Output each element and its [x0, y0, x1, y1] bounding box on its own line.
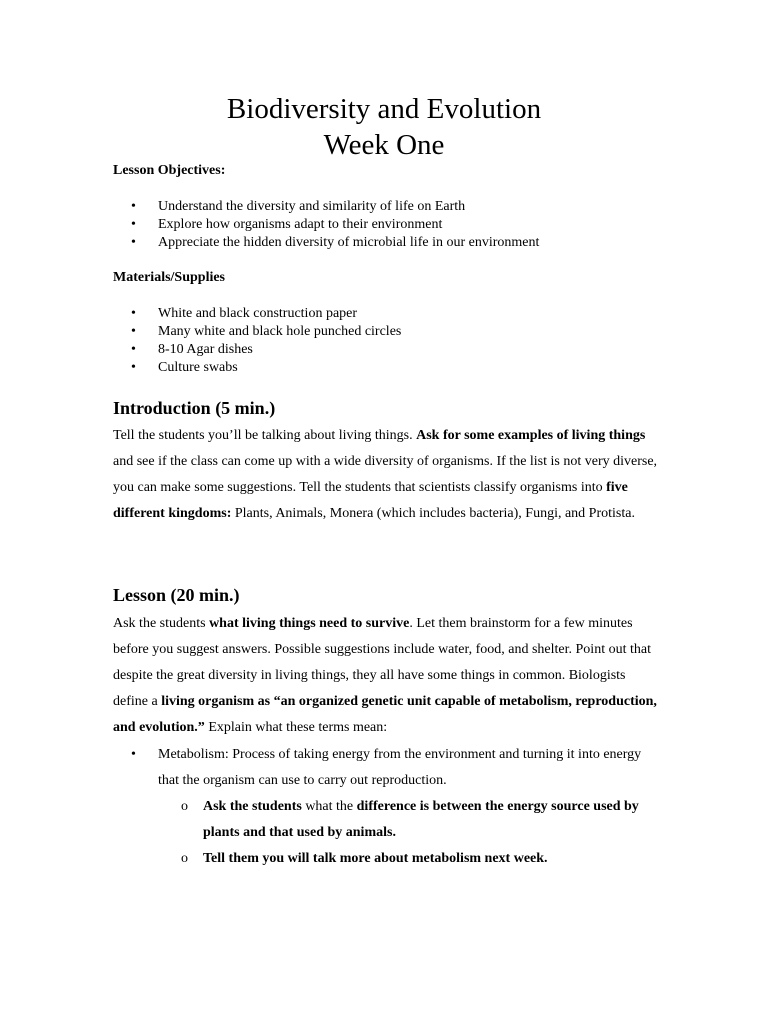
metabolism-subitem-energy: Ask the students what the difference is between the energy source used by plants and that used by animals.: [203, 799, 639, 840]
introduction-heading: Introduction (5 min.): [113, 398, 276, 418]
lesson-heading: Lesson (20 min.): [113, 585, 240, 605]
lesson-paragraph: Ask the students what living things need to survive. Let them brainstorm for a few minutes before you suggest answers. Possible suggestions include water, food, and shelter. Point out that despite the great diversity in living things, they all have some things in common. Biologists define a living organism as “an organized genetic unit capable of metabolism, reproduction, and evolution.” Explain what these terms mean:: [113, 616, 657, 735]
material-item: • Many white and black hole punched circles: [113, 323, 401, 341]
material-item: • 8-10 Agar dishes: [113, 341, 401, 359]
objectives-heading: Lesson Objectives:: [113, 163, 226, 178]
metabolism-item: Metabolism: Process of taking energy from the environment and turning it into energy that the organism can use to carry out reproduction.: [158, 747, 642, 788]
title-line-2: Week One: [323, 129, 445, 161]
sub-bullet-marker: o: [181, 799, 188, 814]
objective-item: • Explore how organisms adapt to their environment: [113, 216, 539, 234]
materials-heading: Materials/Supplies: [113, 270, 226, 285]
metabolism-subitem-next-week: Tell them you will talk more about metabolism next week.: [203, 851, 548, 866]
introduction-paragraph: Tell the students you’ll be talking about living things. Ask for some examples of living things and see if the class can come up with a wide diversity of organisms. If the list is not very diverse, you can make some suggestions. Tell the students that scientists classify organisms into five different kingdoms: Plants, Animals, Monera (which includes bacteria), Fungi, and Protista.: [113, 428, 658, 521]
objective-item: • Understand the diversity and similarity of life on Earth: [113, 198, 539, 216]
metabolism-bullet: •: [131, 747, 136, 762]
objective-item: • Appreciate the hidden diversity of microbial life in our environment: [113, 234, 539, 252]
materials-list: [113, 305, 401, 377]
material-item: • White and black construction paper: [113, 305, 401, 323]
material-item: • Culture swabs: [113, 359, 401, 377]
title-line-1: Biodiversity and Evolution: [226, 93, 542, 125]
objectives-list: [113, 198, 539, 252]
sub-bullet-marker: o: [181, 851, 188, 866]
